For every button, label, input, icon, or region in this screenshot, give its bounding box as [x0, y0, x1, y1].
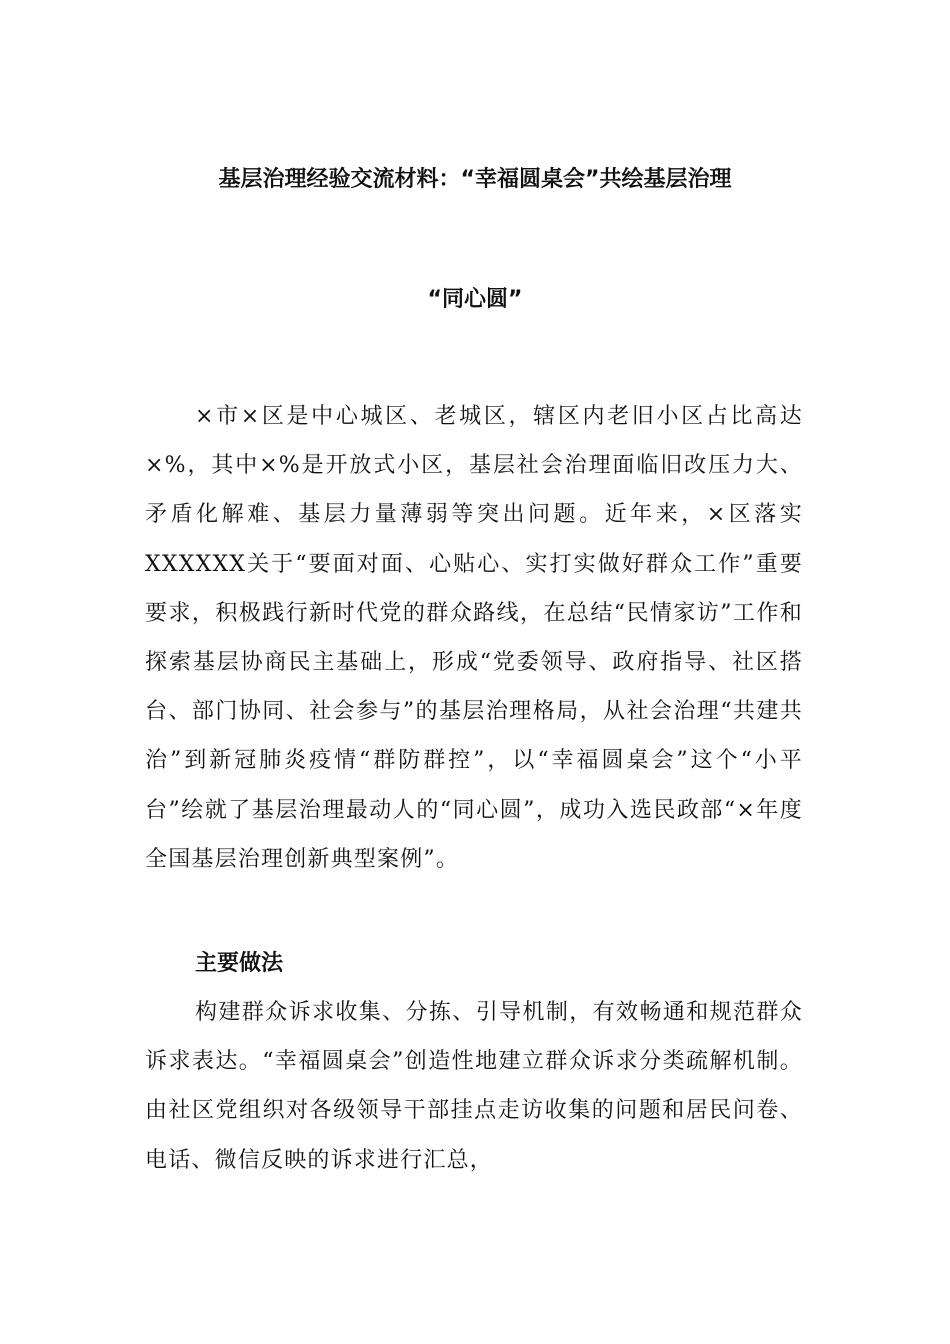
document-title: 基层治理经验交流材料：“幸福圆桌会”共绘基层治理 — [218, 167, 732, 192]
body-paragraph-intro: ×市×区是中心城区、老城区，辖区内老旧小区占比高达×%，其中×%是开放式小区，基层社会治理面临旧改压力大、矛盾化解难、基层力量薄弱等突出问题。近年来，×区落实XXXXXX关于“要面对面、心贴心、实打实做好群众工作”重要要求，积极践行新时代党的群众路线，在总结“民情家访”工作和探索基层协商民主基础上，形成“党委领导、政府指导、社区搭台、部门协同、社会参与”的基层治理格局，从社会治理“共建共治”到新冠肺炎疫情“群防群控”，以“幸福圆桌会”这个“小平台”绘就了基层治理最动人的“同心圆”，成功入选民政部“×年度全国基层治理创新典型案例”。 — [145, 404, 803, 872]
document-title-continued: “同心圆” — [427, 287, 523, 312]
body-paragraph-practice: 构建群众诉求收集、分拣、引导机制，有效畅通和规范群众诉求表达。“幸福圆桌会”创造性地建立群众诉求分类疏解机制。由社区党组织对各级领导干部挂点走访收集的问题和居民问卷、电话、微信反映的诉求进行汇总， — [145, 1000, 803, 1173]
section-heading: 主要做法 — [195, 951, 284, 976]
